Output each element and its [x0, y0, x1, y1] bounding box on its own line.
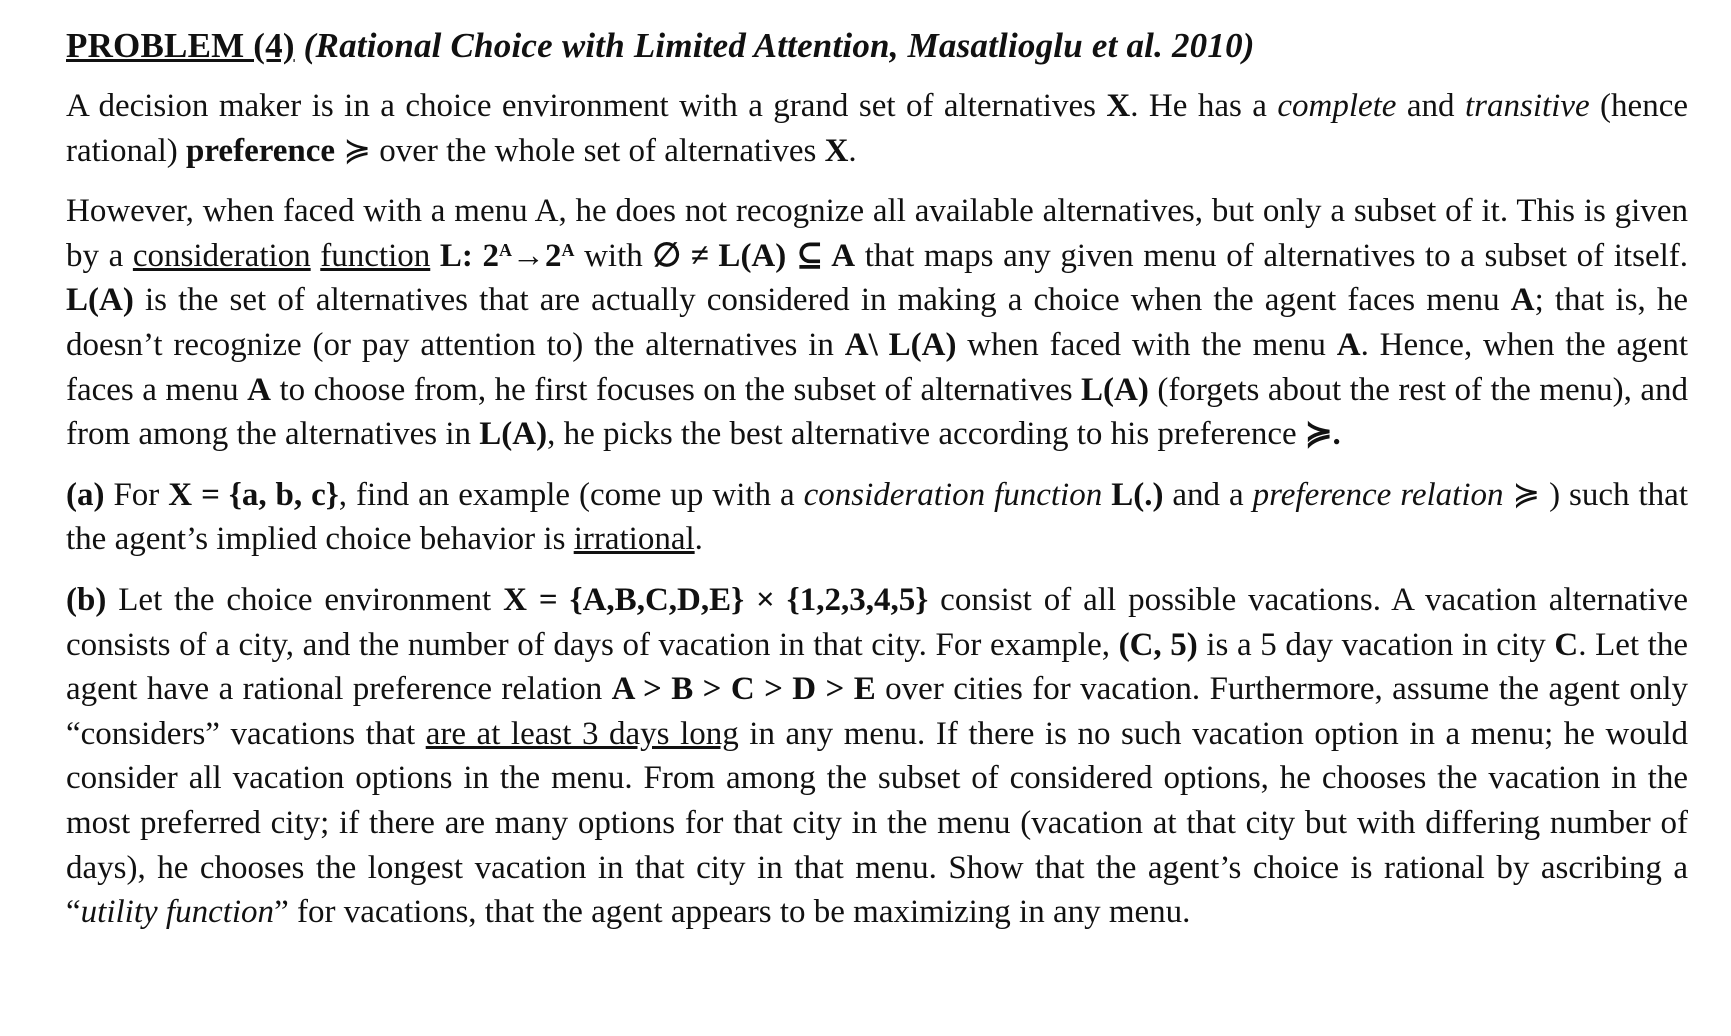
- example-alternative: (C, 5): [1118, 626, 1198, 663]
- consider-text: with: [574, 237, 653, 274]
- consider-text: [311, 238, 321, 274]
- term-transitive: transitive: [1464, 88, 1590, 124]
- math-la: L(A): [1081, 371, 1149, 408]
- term-complete: complete: [1277, 88, 1397, 124]
- intro-paragraph: [66, 84, 1688, 173]
- environment-definition: X = {A,B,C,D,E} × {1,2,3,4,5}: [503, 581, 929, 618]
- part-b-label: (b): [66, 581, 107, 618]
- math-set-difference: A\ L(A): [844, 326, 957, 363]
- term-consideration: consideration: [132, 237, 311, 274]
- consideration-rule: are at least 3 days long: [425, 715, 739, 752]
- term-preference-relation: preference relation: [1252, 476, 1504, 513]
- problem-label: PROBLEM (4): [66, 26, 295, 65]
- part-a-paragraph: [66, 473, 1688, 562]
- term-function: function: [320, 237, 431, 274]
- part-b-text: in any menu. If there is no such vacation option in a menu; he would consider all vacation options in the menu. From among the subset of considered options, he chooses the vacation in the most preferred city; if there are many options for that city in the menu (vacation at that city but with differing number of days), he chooses the longest vacation in that city in that menu. Show that the agent’s choice is rational by ascribing a “: [66, 715, 1688, 931]
- part-a-label: (a): [66, 476, 105, 513]
- intro-text: over the whole set of alternatives: [370, 132, 825, 169]
- signature-text: →2: [511, 237, 562, 274]
- city-c: C: [1554, 626, 1579, 663]
- part-a-text: and a: [1163, 476, 1253, 513]
- signature-superscript: A: [561, 239, 575, 260]
- part-a-text: .: [694, 521, 703, 558]
- signature-superscript: A: [498, 239, 512, 260]
- math-a: A: [247, 371, 271, 408]
- consider-text: . Hence, when the agent faces a menu: [66, 326, 1688, 408]
- intro-text: (hence rational): [66, 88, 1688, 169]
- set-x: X: [1106, 88, 1131, 124]
- set-definition: X = {a, b, c}: [168, 476, 339, 513]
- preference-symbol: ≽.: [1304, 416, 1341, 453]
- part-b-text: over cities for vacation. Furthermore, assume the agent only “considers” vacations that: [66, 671, 1688, 752]
- intro-text: A decision maker is in a choice environment with a grand set of alternatives: [66, 88, 1107, 124]
- consider-text: (forgets about the rest of the menu), and from among the alternatives in: [66, 371, 1688, 453]
- term-irrational: irrational: [573, 521, 695, 558]
- intro-text: . He has a: [1130, 88, 1278, 124]
- consider-text: ; that is, he doesn’t recognize (or pay attention to) the alternatives in: [66, 282, 1689, 363]
- problem-subtitle: (Rational Choice with Limited Attention, Masatlioglu et al. 2010): [303, 26, 1255, 65]
- consider-text: is the set of alternatives that are actually considered in making a choice when the agent faces menu: [133, 282, 1511, 319]
- consider-text: However, when faced with a menu A, he does not recognize all available alternatives, but only a subset of it. This is given by a: [66, 193, 1688, 274]
- part-b-text: consist of all possible vacations. A vacation alternative consists of a city, and the number of days of vacation in that city. For example,: [66, 581, 1688, 663]
- signature-text: L: 2: [430, 237, 499, 274]
- math-a: A: [1510, 282, 1535, 319]
- consider-text: when faced with the menu: [956, 326, 1337, 363]
- math-la: L(A): [479, 416, 548, 453]
- part-b-paragraph: [66, 578, 1688, 935]
- set-x: X: [824, 132, 849, 169]
- part-a-text: , find an example (come up with a: [338, 476, 804, 513]
- math-l: L(.): [1111, 476, 1164, 513]
- part-a-text: [1102, 477, 1111, 513]
- problem-title: [66, 22, 1688, 70]
- part-a-text: ≽ ) such that the agent’s implied choice behavior is: [66, 476, 1688, 558]
- part-a-text: For: [104, 476, 169, 513]
- preference-symbol: ≽: [335, 132, 371, 169]
- term-utility-function: utility function: [80, 894, 275, 931]
- consider-text: , he picks the best alternative according to his preference: [547, 416, 1305, 453]
- part-b-text: is a 5 day vacation in city: [1197, 626, 1555, 663]
- intro-text: .: [848, 132, 857, 169]
- consideration-condition: ∅ ≠ L(A) ⊆ A: [652, 237, 856, 274]
- part-b-text: ” for vacations, that the agent appears to be maximizing in any menu.: [274, 894, 1191, 931]
- part-b-text: Let the choice environment: [106, 581, 504, 618]
- consider-text: to choose from, he first focuses on the subset of alternatives: [271, 371, 1082, 408]
- consider-text: that maps any given menu of alternatives to a subset of itself.: [855, 237, 1688, 274]
- city-preference-order: A > B > C > D > E: [611, 671, 876, 708]
- term-preference: preference: [186, 132, 336, 169]
- function-signature: [430, 238, 574, 274]
- math-a: A: [1336, 326, 1361, 363]
- consideration-paragraph: [66, 189, 1688, 457]
- intro-text: and: [1396, 88, 1465, 124]
- math-la: L(A): [66, 282, 134, 319]
- part-b-text: . Let the agent have a rational preference relation: [66, 626, 1688, 708]
- term-consideration-function: consideration function: [803, 476, 1103, 513]
